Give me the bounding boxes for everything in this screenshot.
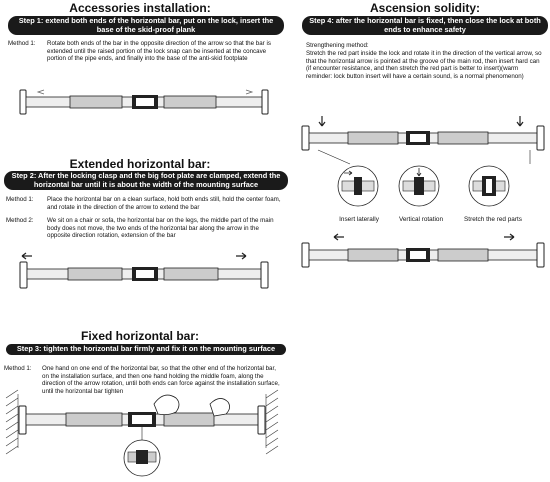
lock-detail-insert bbox=[336, 164, 380, 208]
method1-text-2: Place the horizontal bar on a clean surface, hold both ends still, hold the center foam, and rotate in the direction of the arrow to extend the bar bbox=[47, 196, 281, 211]
step4-banner: Step 4: after the horizontal bar is fixed, then close the lock at both ends to enhance safety bbox=[302, 16, 548, 35]
method2-text: We sit on a chair or sofa, the horizontal bar on the legs, the middle part of the main body does not move, the two ends of the horizontal bar along the arrow in the opposite direction rotation, extension of the bar bbox=[47, 217, 274, 240]
arrow-right-icon-2 bbox=[504, 234, 514, 240]
wall-right bbox=[266, 390, 278, 454]
bar-illustration-step2 bbox=[14, 252, 276, 292]
arrow-down-right-icon bbox=[517, 116, 523, 126]
bar-illustration-step4-top bbox=[298, 112, 548, 158]
accessories-title: Accessories installation: bbox=[69, 1, 211, 15]
caption-insert-laterally: Insert laterally bbox=[339, 216, 379, 223]
method1-text-3: One hand on one end of the horizontal bar, so that the other end of the horizontal bar, on the installation surface, and then one hand holding the middle foam, along the direction of the arrow rotation, until both ends can force against the installation surface, until the horizontal bar tighten bbox=[42, 365, 280, 395]
hand-left-icon bbox=[154, 395, 179, 415]
bar-illustration-step1 bbox=[14, 86, 276, 126]
method2-label: Method 2: bbox=[6, 217, 34, 224]
step3-banner: Step 3: tighten the horizontal bar firmly and fix it on the mounting surface bbox=[6, 344, 286, 355]
arrow-left-icon-2 bbox=[334, 234, 344, 240]
hand-right-icon bbox=[210, 398, 230, 416]
strengthening-text: Stretch the red part inside the lock and rotate it in the direction of the vertical arrow, so that the horizontal arrow is pointed at the groove of the main rod, then insert hard can (if encounter resistance, and then stretch the red part is better to insert)(warm reminder: lock button insert will have a certain sound, is a normal phenomenon) bbox=[306, 50, 542, 80]
method1-label-3: Method 1: bbox=[4, 365, 32, 372]
fixed-title: Fixed horizontal bar: bbox=[80, 329, 199, 343]
caption-vertical-rotation: Vertical rotation bbox=[398, 216, 444, 223]
arrow-down-left-icon bbox=[319, 116, 325, 126]
method1-label-2: Method 1: bbox=[6, 196, 34, 203]
step1-banner: Step 1: extend both ends of the horizontal bar, put on the lock, insert the base of the skid-proof plank bbox=[8, 16, 284, 35]
method1-text: Rotate both ends of the bar in the opposite direction of the arrow so that the bar is extended until the raised portion of the lock snap can be inserted at the concave portion of the pipe ends, and finally into the base of the anti-skid footplate bbox=[47, 40, 271, 63]
lock-detail-stretch bbox=[467, 164, 511, 208]
bar-illustration-step3 bbox=[4, 390, 280, 480]
bar-foam-right bbox=[164, 96, 216, 108]
lock-detail-rotation bbox=[397, 164, 441, 208]
method1-label: Method 1: bbox=[8, 40, 36, 47]
ascension-title: Ascension solidity: bbox=[369, 1, 481, 15]
bar-foam-left bbox=[70, 96, 122, 108]
bar-right-plate bbox=[262, 90, 268, 114]
extended-title: Extended horizontal bar: bbox=[69, 157, 211, 171]
caption-stretch-red-parts: Stretch the red parts bbox=[464, 216, 522, 223]
arrow-left-icon bbox=[22, 253, 32, 259]
step2-banner: Step 2: After the locking clasp and the big foot plate are clamped, extend the horizontal bar until it is about the width of the mounting surface bbox=[4, 171, 288, 190]
bar-left-plate bbox=[20, 90, 26, 114]
strengthening-label: Strengthening method: bbox=[306, 42, 369, 49]
arrow-right-icon bbox=[236, 253, 246, 259]
bar-illustration-step4-bottom bbox=[298, 231, 548, 275]
wall-left bbox=[6, 390, 18, 454]
